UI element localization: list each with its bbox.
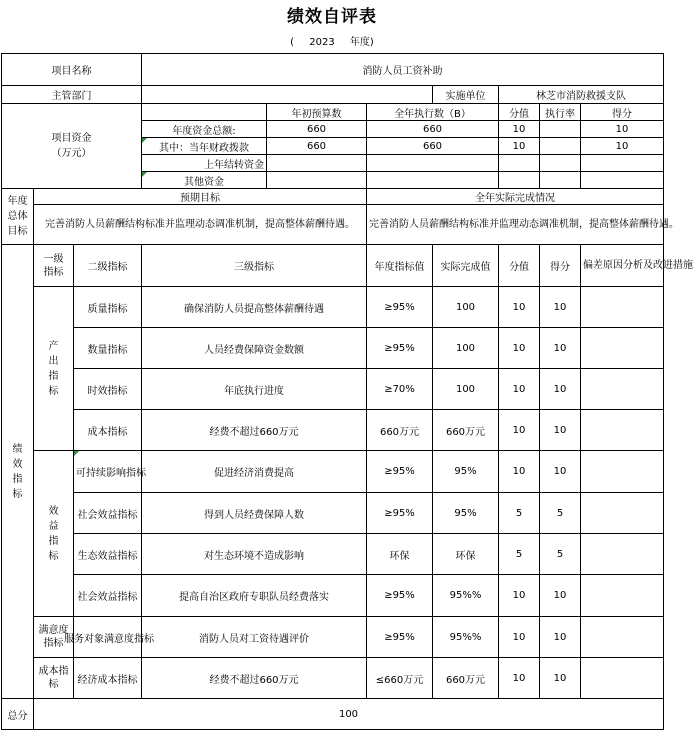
funds-row-budget: 660 [267,121,367,138]
actual-cell: 95% [433,451,499,493]
score-cell: 10 [540,410,581,451]
score-val-cell: 5 [499,534,540,575]
level3-cell: 消防人员对工资待遇评价 [142,617,367,658]
level3-cell: 确保消防人员提高整体薪酬待遇 [142,287,367,328]
level3-cell: 人员经费保障资金数额 [142,328,367,369]
target-cell: ≥95% [367,287,433,328]
funds-header-blank [142,104,267,121]
indicator-row [2,658,664,699]
funds-row-label: 其中：当年财政拨款 [142,138,267,155]
level3-cell: 年底执行进度 [142,369,367,410]
funds-row-exec-rate [540,138,581,155]
level2-cell: 成本指标 [74,410,142,451]
goal-label: 年度 总体 目标 [2,189,34,245]
header-actual: 实际完成值 [433,245,499,287]
funds-row-exec-rate [540,155,581,172]
actual-cell: 100 [433,369,499,410]
actual-cell: 660万元 [433,410,499,451]
level1-output: 产 出 指 标 [34,287,74,451]
funds-row-score-val: 10 [499,138,540,155]
level2-cell: 质量指标 [74,287,142,328]
goal-actual-text: 完善消防人员薪酬结构标准并监理动态调准机制，提高整体薪酬待遇。 [367,205,664,245]
total-label: 总分 [2,699,34,730]
score-val-cell: 10 [499,617,540,658]
score-val-cell: 10 [499,451,540,493]
impl-label: 实施单位 [433,86,499,104]
target-cell: ≥95% [367,575,433,617]
funds-header-score: 得分 [581,104,664,121]
funds-row-score-val: 10 [499,121,540,138]
score-cell: 10 [540,617,581,658]
header-level2: 二级指标 [74,245,142,287]
level3-cell: 对生态环境不造成影响 [142,534,367,575]
form-title: 绩效自评表 [287,7,377,27]
score-cell: 10 [540,369,581,410]
actual-cell: 100 [433,287,499,328]
funds-header-row [2,104,664,121]
funds-row-budget: 660 [267,138,367,155]
actual-cell: 95%% [433,575,499,617]
reason-cell [581,575,664,617]
target-cell: ≤660万元 [367,658,433,699]
indicator-row [2,617,664,658]
score-val-cell: 10 [499,410,540,451]
level3-cell: 得到人员经费保障人数 [142,493,367,534]
score-cell: 10 [540,658,581,699]
year-open-paren: ( [290,37,295,48]
funds-row-budget [267,155,367,172]
indicator-row [2,493,664,534]
funds-row-exec [367,172,499,189]
dept-row [2,86,664,104]
evaluation-table [1,53,693,730]
reason-cell [581,328,664,369]
score-val-cell: 10 [499,328,540,369]
level3-cell: 提高自治区政府专职队员经费落实 [142,575,367,617]
indicator-header-row [2,245,664,287]
project-name-value: 消防人员工资补助 [142,54,664,86]
goal-actual-label: 全年实际完成情况 [367,189,664,205]
score-val-cell: 5 [499,493,540,534]
score-cell: 10 [540,328,581,369]
funds-header-budget: 年初预算数 [267,104,367,121]
funds-row-budget [267,172,367,189]
header-target: 年度指标值 [367,245,433,287]
level2-cell: 可持续影响指标 [74,451,142,493]
goal-header-row [2,189,664,205]
target-cell: ≥95% [367,617,433,658]
reason-cell [581,534,664,575]
funds-row-score: 10 [581,138,664,155]
level3-cell: 促进经济消费提高 [142,451,367,493]
reason-cell [581,369,664,410]
score-val-cell: 10 [499,575,540,617]
reason-cell [581,410,664,451]
impl-value: 林芝市消防救援支队 [499,86,664,104]
header-level1: 一级 指标 [34,245,74,287]
indicator-row [2,451,664,493]
level2-cell: 时效指标 [74,369,142,410]
score-cell: 10 [540,575,581,617]
actual-cell: 环保 [433,534,499,575]
funds-row-label: 其他资金 [142,172,267,189]
reason-cell [581,617,664,658]
header-level3: 三级指标 [142,245,367,287]
score-cell: 10 [540,287,581,328]
level2-cell: 社会效益指标 [74,575,142,617]
dept-label: 主管部门 [2,86,142,104]
funds-label: 项目资金 （万元） [2,104,142,189]
total-row [2,699,664,730]
funds-header-score-val: 分值 [499,104,540,121]
target-cell: ≥95% [367,493,433,534]
actual-cell: 95%% [433,617,499,658]
funds-row-exec: 660 [367,121,499,138]
actual-cell: 660万元 [433,658,499,699]
header-score-val: 分值 [499,245,540,287]
funds-row-score-val [499,155,540,172]
score-val-cell: 10 [499,369,540,410]
funds-row-score [581,155,664,172]
reason-cell [581,451,664,493]
funds-row-exec [367,155,499,172]
level3-cell: 经费不超过660万元 [142,410,367,451]
indicator-row [2,410,664,451]
dept-value [142,86,433,104]
target-cell: 660万元 [367,410,433,451]
funds-row-exec: 660 [367,138,499,155]
project-name-row [2,54,664,86]
target-cell: ≥95% [367,451,433,493]
level2-cell: 社会效益指标 [74,493,142,534]
indicator-row [2,287,664,328]
funds-header-exec: 全年执行数（B） [367,104,499,121]
indicator-row [2,534,664,575]
indicator-row [2,575,664,617]
actual-cell: 100 [433,328,499,369]
level2-cell: 服务对象满意度指标 [74,617,142,658]
level2-cell: 数量指标 [74,328,142,369]
score-val-cell: 10 [499,658,540,699]
score-cell: 5 [540,493,581,534]
score-val-cell: 10 [499,287,540,328]
reason-cell [581,287,664,328]
reason-cell [581,658,664,699]
level1-satisfaction: 满意度 指标 [34,617,74,658]
score-cell: 10 [540,451,581,493]
funds-row-label: 年度资金总额: [142,121,267,138]
goal-text-row [2,205,664,245]
target-cell: 环保 [367,534,433,575]
indicator-row [2,328,664,369]
project-name-label: 项目名称 [2,54,142,86]
level2-cell: 生态效益指标 [74,534,142,575]
funds-row-score-val [499,172,540,189]
funds-row-score: 10 [581,121,664,138]
level3-cell: 经费不超过660万元 [142,658,367,699]
goal-expected-label: 预期目标 [34,189,367,205]
goal-expected-text: 完善消防人员薪酬结构标准并监理动态调准机制，提高整体薪酬待遇。 [34,205,367,245]
level2-cell: 经济成本指标 [74,658,142,699]
target-cell: ≥95% [367,328,433,369]
funds-row-label: 上年结转资金 [142,155,267,172]
year-label: 年度) [349,37,374,48]
level1-cost: 成本指 标 [34,658,74,699]
funds-row-exec-rate [540,172,581,189]
score-cell: 5 [540,534,581,575]
total-value: 100 [34,699,664,730]
header-score: 得分 [540,245,581,287]
funds-header-exec-rate: 执行率 [540,104,581,121]
year-row [0,34,664,52]
year-value: 2023 [309,37,335,48]
level1-benefit: 效 益 指 标 [34,451,74,617]
target-cell: ≥70% [367,369,433,410]
header-reason: 偏差原因分析及改进措施 [581,245,664,287]
indicator-row [2,369,664,410]
reason-cell [581,493,664,534]
funds-row-exec-rate [540,121,581,138]
actual-cell: 95% [433,493,499,534]
indicators-section-label: 绩 效 指 标 [2,245,34,699]
funds-row-score [581,172,664,189]
